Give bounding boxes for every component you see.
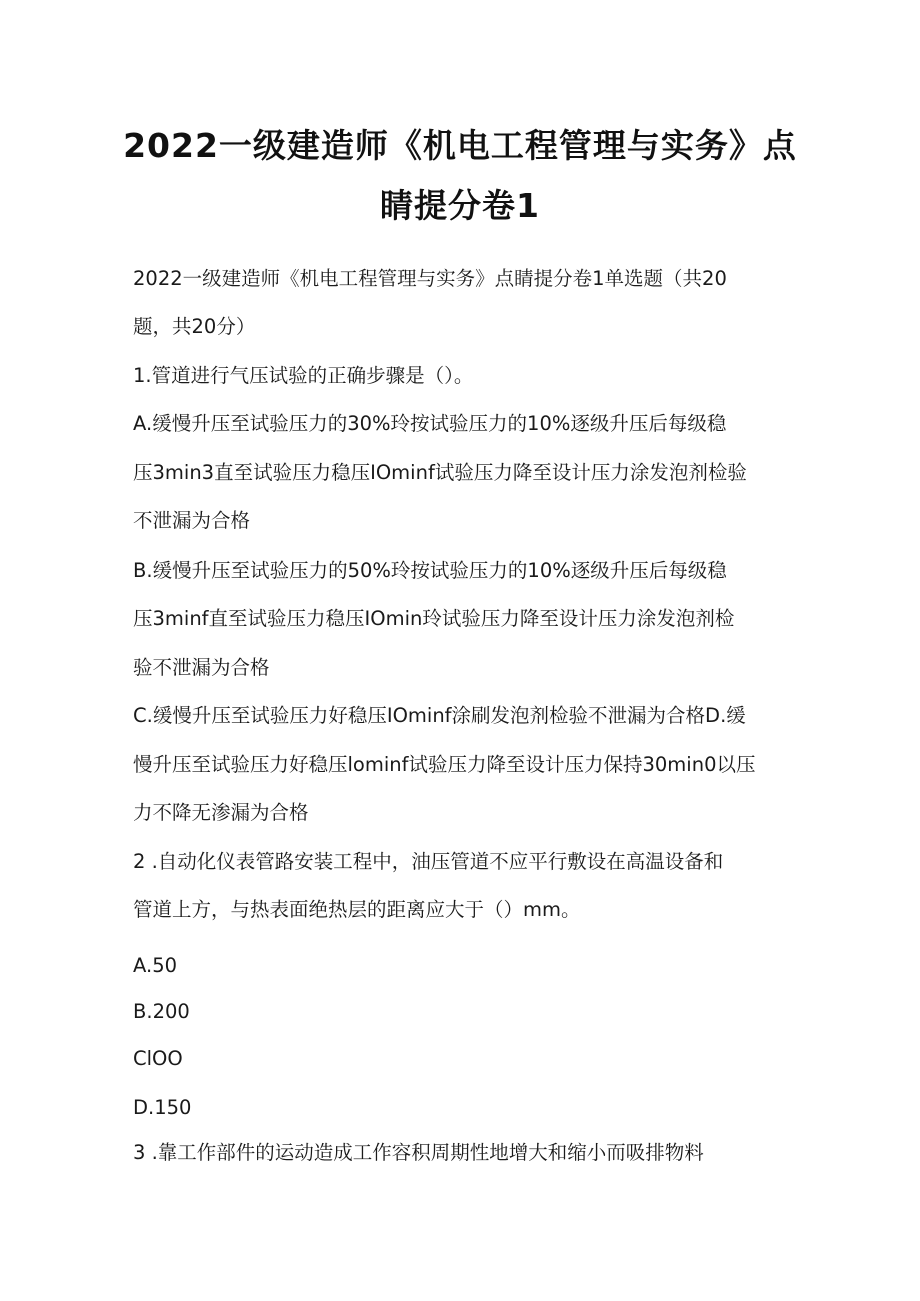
question-1-option-a-line-3: 不泄漏为合格 (133, 509, 251, 532)
question-2-option-d: D.150 (133, 1096, 192, 1119)
question-1-option-cd-line-1: C.缓慢升压至试验压力好稳压IOminf涂刷发泡剂检验不泄漏为合格D.缓 (133, 704, 746, 727)
question-2-option-b: B.200 (133, 1000, 190, 1023)
question-3-stem-line-1: 3 .靠工作部件的运动造成工作容积周期性地增大和缩小而吸排物料 (133, 1141, 704, 1164)
question-2-stem-line-1: 2 .自动化仪表管路安装工程中，油压管道不应平行敷设在高温设备和 (133, 850, 724, 873)
question-1-option-a-line-2: 压3min3直至试验压力稳压IOminf试验压力降至设计压力涂发泡剂检验 (133, 461, 747, 484)
intro-line-1: 2022一级建造师《机电工程管理与实务》点睛提分卷1单选题（共20 (133, 267, 727, 290)
question-1-option-b-line-1: B.缓慢升压至试验压力的50%玲按试验压力的10%逐级升压后每级稳 (133, 559, 727, 582)
question-1-option-a-line-1: A.缓慢升压至试验压力的30%玲按试验压力的10%逐级升压后每级稳 (133, 412, 727, 435)
question-2-option-a: A.50 (133, 954, 178, 977)
question-1-stem: 1.管道进行气压试验的正确步骤是（）。 (133, 364, 474, 387)
question-1-option-cd-line-2: 慢升压至试验压力好稳压lominf试验压力降至设计压力保持30min0以压 (133, 753, 756, 776)
document-title-line-1: 2022一级建造师《机电工程管理与实务》点 (123, 126, 797, 165)
question-1-option-b-line-3: 验不泄漏为合格 (133, 656, 270, 679)
question-2-stem-line-2: 管道上方，与热表面绝热层的距离应大于（）mm。 (133, 898, 581, 921)
document-title-line-2: 睛提分卷1 (380, 186, 540, 225)
question-1-option-cd-line-3: 力不降无渗漏为合格 (133, 801, 309, 824)
intro-line-2: 题，共20分） (133, 315, 256, 338)
question-1-option-b-line-2: 压3minf直至试验压力稳压IOmin玲试验压力降至设计压力涂发泡剂检 (133, 607, 735, 630)
question-2-option-c: ClOO (133, 1047, 183, 1070)
